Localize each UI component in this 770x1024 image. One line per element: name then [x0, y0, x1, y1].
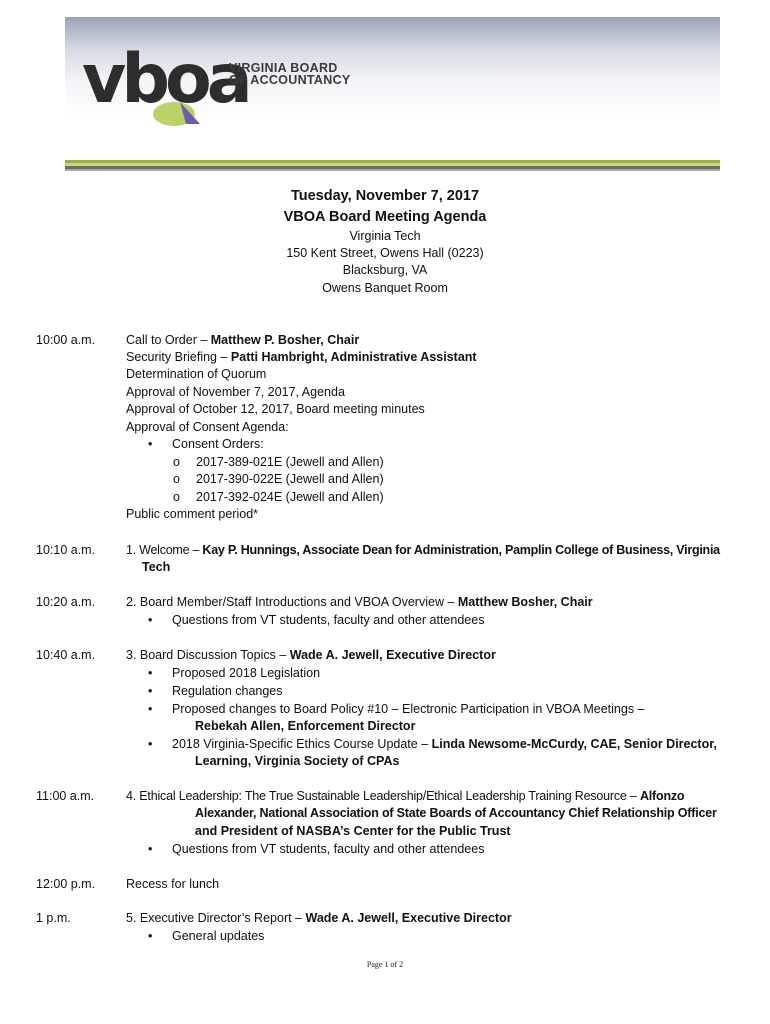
meeting-date: Tuesday, November 7, 2017	[290, 188, 480, 204]
bullet-icon: •	[148, 737, 153, 751]
bullet-icon: •	[148, 702, 153, 716]
agenda-item: 3. Board Discussion Topics – Wade A. Jewell, Executive Director	[126, 648, 496, 662]
page-number: Page 1 of 2	[366, 960, 404, 969]
agenda-subitem: Consent Orders:	[172, 437, 264, 451]
agenda-item: 1. Welcome – Kay P. Hunnings, Associate Dean for Administration, Pamplin College of Business, Virginia	[126, 543, 720, 557]
agenda-time: 10:40 a.m.	[36, 648, 96, 662]
agenda-item: Security Briefing – Patti Hambright, Administrative Assistant	[126, 350, 477, 364]
bullet-icon: •	[148, 613, 153, 627]
location-line: 150 Kent Street, Owens Hall (0223)	[286, 246, 484, 260]
agenda-item: Approval of November 7, 2017, Agenda	[126, 385, 345, 399]
logo-wordmark: vboa	[82, 40, 248, 119]
sub-bullet-icon: o	[173, 472, 180, 486]
agenda-item: Approval of October 12, 2017, Board meeting minutes	[126, 402, 425, 416]
sub-bullet-icon: o	[173, 455, 180, 469]
agenda-time: 10:20 a.m.	[36, 595, 96, 609]
agenda-item: Recess for lunch	[126, 877, 220, 891]
agenda-item-cont: Alexander, National Association of State Boards of Accountancy Chief Relationship Officer	[195, 806, 717, 820]
consent-order: 2017-390-022E (Jewell and Allen)	[196, 472, 384, 486]
bullet-icon: •	[148, 842, 153, 856]
agenda-subitem-cont: Rebekah Allen, Enforcement Director	[195, 719, 416, 733]
bullet-icon: •	[148, 684, 153, 698]
agenda-subitem: Questions from VT students, faculty and other attendees	[172, 613, 485, 627]
agenda-item: 4. Ethical Leadership: The True Sustainable Leadership/Ethical Leadership Training Resource – Alfonzo	[126, 789, 685, 803]
agenda-time: 11:00 a.m.	[36, 789, 95, 803]
agenda-item: Approval of Consent Agenda:	[126, 420, 289, 434]
agenda-item: Call to Order – Matthew P. Bosher, Chair	[126, 333, 360, 347]
sub-bullet-icon: o	[173, 490, 180, 504]
agenda-subitem: Regulation changes	[172, 684, 283, 698]
bullet-icon: •	[148, 666, 153, 680]
agenda-item-cont: Tech	[142, 560, 171, 574]
agenda-subitem: Proposed 2018 Legislation	[172, 666, 321, 680]
agenda-item: 2. Board Member/Staff Introductions and VBOA Overview – Matthew Bosher, Chair	[126, 595, 593, 609]
agenda-subitem: Proposed changes to Board Policy #10 – Electronic Participation in VBOA Meetings –	[172, 702, 645, 716]
consent-order: 2017-389-021E (Jewell and Allen)	[196, 455, 384, 469]
agenda-item: Public comment period*	[126, 507, 259, 521]
agenda-time: 1 p.m.	[36, 911, 71, 925]
agenda-subitem: Questions from VT students, faculty and other attendees	[172, 842, 485, 856]
location-line: Owens Banquet Room	[322, 281, 448, 295]
bullet-icon: •	[148, 929, 153, 943]
logo-org-name: VIRGINIA BOARD OF ACCOUNTANCY	[229, 61, 351, 87]
agenda-item: 5. Executive Director’s Report – Wade A. Jewell, Executive Director	[126, 911, 512, 925]
agenda-time: 10:00 a.m.	[36, 333, 96, 347]
agenda-item: Determination of Quorum	[126, 367, 267, 381]
vboa-logo	[82, 40, 372, 135]
page-title: VBOA Board Meeting Agenda	[283, 209, 487, 225]
location-line: Blacksburg, VA	[342, 263, 428, 277]
agenda-subitem-cont: Learning, Virginia Society of CPAs	[195, 754, 400, 768]
location-line: Virginia Tech	[349, 229, 421, 243]
agenda-item-cont: and President of NASBA’s Center for the Public Trust	[195, 824, 511, 838]
agenda-subitem: 2018 Virginia-Specific Ethics Course Update – Linda Newsome-McCurdy, CAE, Senior Director,	[172, 737, 717, 751]
agenda-time: 10:10 a.m.	[36, 543, 96, 557]
header-rule	[65, 169, 720, 171]
bullet-icon: •	[148, 437, 153, 451]
agenda-subitem: General updates	[172, 929, 265, 943]
consent-order: 2017-392-024E (Jewell and Allen)	[196, 490, 384, 504]
agenda-time: 12:00 p.m.	[36, 877, 96, 891]
